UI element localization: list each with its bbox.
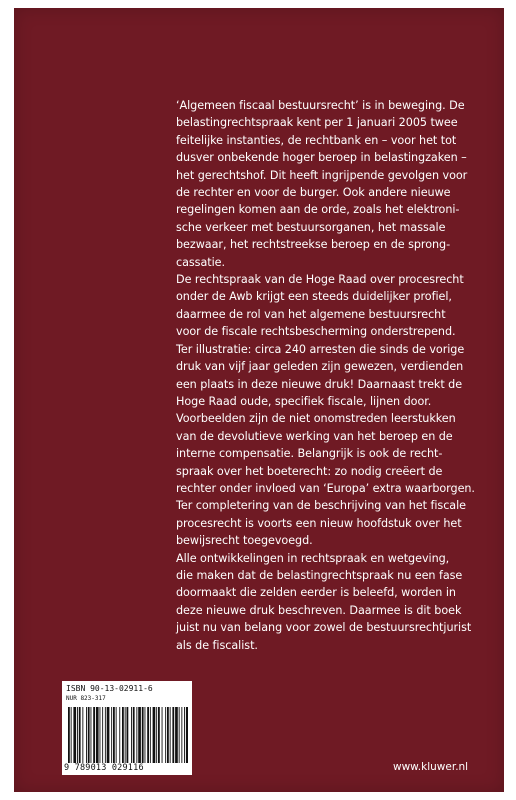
blurb-line: juist nu van belang voor zowel de bestuursrechtjurist (176, 621, 472, 635)
barcode-bar (71, 707, 72, 763)
barcode-bar (184, 707, 185, 763)
blurb-line: daarmee de rol van het algemene bestuursrecht (176, 307, 446, 321)
blurb-line: bezwaar, het rechtstreekse beroep en de sprong- (176, 238, 451, 252)
blurb-line: druk van vijf jaar geleden zijn gewezen, verdienden (176, 360, 464, 374)
blurb-line: een plaats in deze nieuwe druk! Daarnaast trekt de (176, 377, 463, 391)
blurb-line: ‘Algemeen fiscaal bestuursrecht’ is in beweging. De (176, 99, 465, 112)
barcode-bar (162, 707, 163, 763)
blurb-line: van de devolutieve werking van het beroep en de (176, 429, 453, 443)
blurb-line: Ter completering van de beschrijving van het fiscale (176, 499, 467, 513)
blurb-line: feitelijke instanties, de rechtbank en – voor het tot (176, 133, 457, 147)
blurb-line: Ter illustratie: circa 240 arresten die sinds de vorige (176, 342, 465, 356)
blurb-line: regelingen komen aan de orde, zoals het elektroni- (176, 203, 460, 217)
barcode-bar (111, 707, 112, 763)
barcode-bar (150, 707, 151, 763)
blurb-line: procesrecht is voorts een nieuw hoofdstuk over het (176, 516, 462, 530)
nur-code: NUR 823-317 (66, 695, 106, 702)
barcode-bar (158, 707, 160, 763)
barcode-bar (179, 707, 180, 763)
barcode-bar (82, 707, 83, 763)
barcode-bar (102, 707, 103, 763)
blurb-line: Voorbeelden zijn de niet onomstreden leerstukken (176, 412, 456, 426)
barcode-bar (127, 707, 129, 763)
blurb-line: dusver onbekende hoger beroep in belastingzaken – (176, 151, 467, 165)
barcode-bar (186, 707, 188, 763)
blurb-line: deze nieuwe druk beschreven. Daarmee is dit boek (176, 603, 462, 617)
isbn-barcode-block (62, 681, 192, 775)
blurb-line: onder de Awb krijgt een steeds duidelijker profiel, (176, 290, 452, 304)
blurb-line: Hoge Raad oude, specifiek fiscale, lijnen door. (176, 394, 432, 408)
barcode-bar (147, 707, 149, 763)
barcode-bar (145, 707, 146, 763)
barcode-bar (116, 707, 117, 763)
barcode-bar (68, 707, 70, 763)
barcode-bar (77, 707, 78, 763)
blurb-line: als de fiscalist. (176, 638, 258, 652)
barcode-bar (93, 707, 95, 763)
barcode (66, 707, 188, 763)
barcode-bar (156, 707, 157, 763)
barcode-bar (175, 707, 178, 763)
barcode-bar (79, 707, 81, 763)
blurb-text (176, 97, 498, 654)
barcode-digits: 9 789013 029116 (64, 763, 144, 773)
barcode-bar (73, 707, 76, 763)
barcode-bar (91, 707, 92, 763)
blurb-line: sche verkeer met bestuursorganen, het massale (176, 220, 446, 234)
blurb-line: de rechter en voor de burger. Ook andere nieuwe (176, 186, 451, 200)
blurb-line: spraak over het boeterecht: zo nodig creëert de (176, 464, 443, 478)
barcode-bar (113, 707, 115, 763)
blurb-line: rechter onder invloed van ‘Europa’ extra waarborgen. (176, 481, 475, 495)
barcode-bar (138, 707, 141, 763)
barcode-bar (172, 707, 174, 763)
isbn-number: ISBN 90-13-02911-6 (66, 684, 153, 693)
barcode-bar (136, 707, 137, 763)
barcode-bar (181, 707, 182, 763)
barcode-bar (100, 707, 101, 763)
blurb-line: bewijsrecht toegevoegd. (176, 534, 313, 548)
barcode-bar (125, 707, 126, 763)
blurb-line: belastingrechtspraak kent per 1 januari 2005 twee (176, 116, 458, 130)
barcode-bar (107, 707, 110, 763)
barcode-bar (119, 707, 120, 763)
blurb-line: het gerechtshof. Dit heeft ingrijpende gevolgen voor (176, 168, 468, 182)
blurb-line: voor de fiscale rechtsbescherming onderstrepend. (176, 325, 456, 339)
barcode-bar (167, 707, 169, 763)
barcode-bar (88, 707, 90, 763)
barcode-bar (142, 707, 144, 763)
barcode-bar (170, 707, 171, 763)
publisher-website: www.kluwer.nl (393, 761, 469, 773)
barcode-bar (122, 707, 124, 763)
barcode-bar (105, 707, 106, 763)
barcode-bar (131, 707, 132, 763)
barcode-bar (86, 707, 87, 763)
blurb-line: interne compensatie. Belangrijk is ook de recht- (176, 447, 443, 461)
barcode-bar (96, 707, 99, 763)
blurb-line: Alle ontwikkelingen in rechtspraak en wetgeving, (176, 551, 450, 565)
barcode-bar (165, 707, 166, 763)
barcode-bar (133, 707, 135, 763)
barcode-bar (153, 707, 156, 763)
blurb-line: cassatie. (176, 255, 226, 269)
blurb-line: De rechtspraak van de Hoge Raad over procesrecht (176, 273, 464, 287)
blurb-line: doormaakt die zelden eerder is beleefd, worden in (176, 586, 456, 600)
blurb-line: die maken dat de belastingrechtspraak nu een fase (176, 568, 463, 582)
